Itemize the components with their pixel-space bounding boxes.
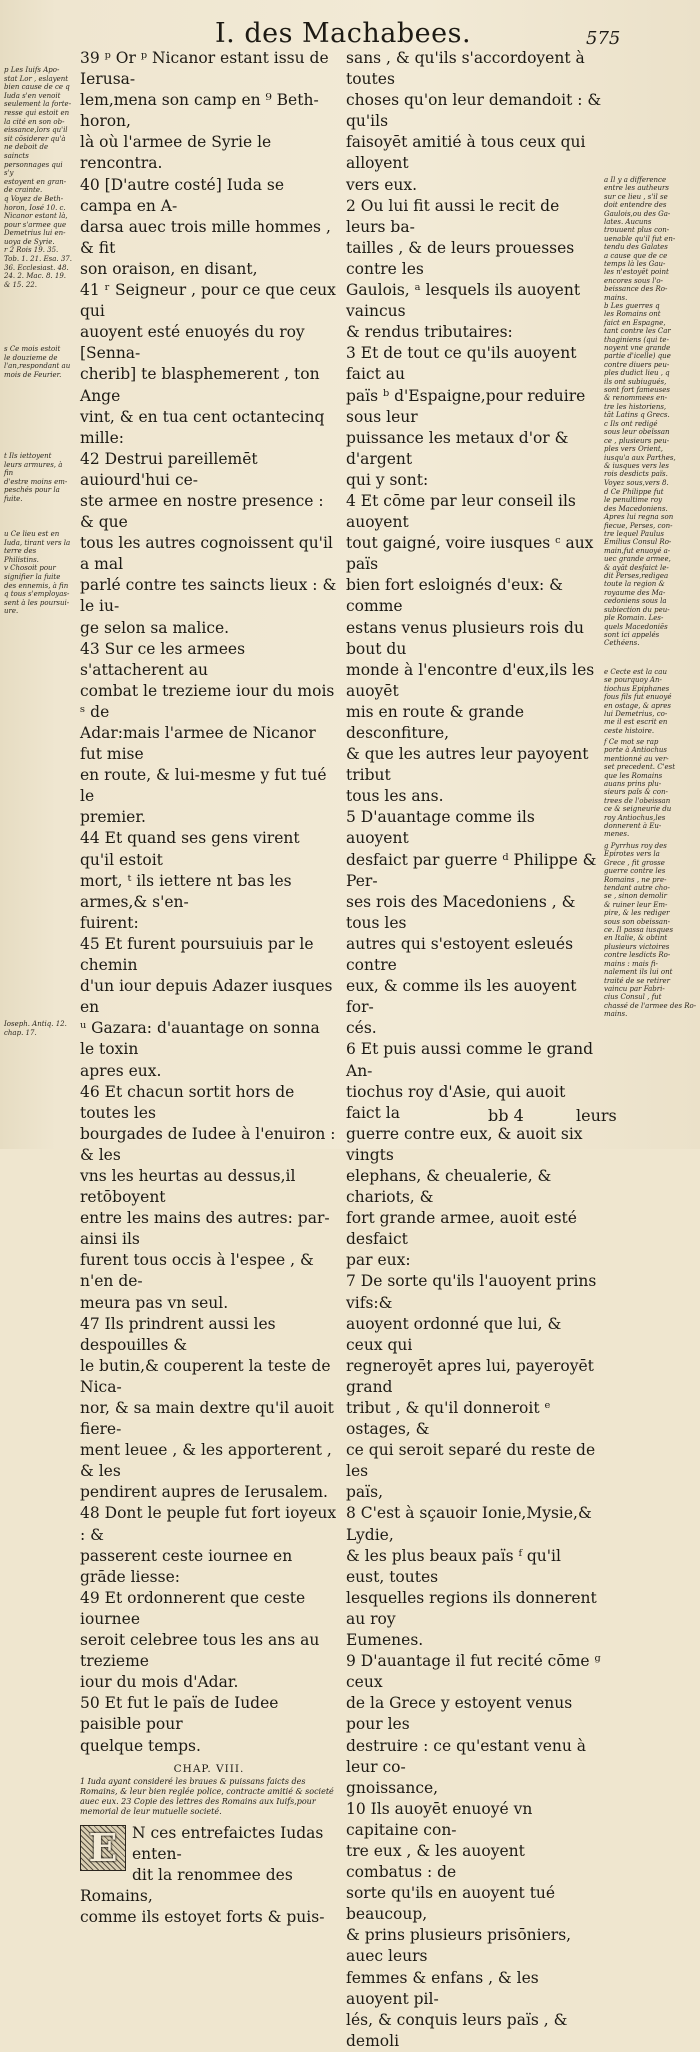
text-line: d'un iour depuis Adazer iusques en	[80, 977, 333, 1017]
text-line: ment leuee , & les apporterent , & les	[80, 1441, 332, 1481]
text-line: comme ils estoyet forts & puis-	[80, 1907, 325, 1926]
text-line: pendirent aupres de Ierusalem.	[80, 1483, 328, 1502]
margin-note-left: p Les Iuifs Apo- stat Lor , eslayent bien cause de ce q Iuda s'en venoit seulement la forte- resse qui estoit en la cité en son ob- eissance,lors qu'il sit cōsiderer qu'à ne deboit de saincts personnages qui s'y estoyent en gran- de crainte. q Voyez de Beth- horon, Iosé 10. c. Nicanor estant là, pour s'armee que Demetrius lui en- uoya de Syrie. r 2 Rois 19. 35. Tob. 1. 21. Esa. 37. 36. Ecclesiast. 48. 24. 2. Mac. 8. 19. & 15. 22.	[4, 66, 72, 289]
text-line: vers eux.	[346, 175, 418, 194]
text-line: & les plus beaux païs ᶠ qu'il eust, toutes	[346, 1546, 561, 1586]
text-line: lem,mena son camp en ⁹ Beth-horon,	[80, 91, 319, 131]
text-line: tous les ans.	[346, 787, 444, 806]
text-line: nor, & sa main dextre qu'il auoit fiere-	[80, 1399, 334, 1439]
text-line: lesquelles regions ils donnerent au roy	[346, 1588, 597, 1628]
text-column-left	[80, 48, 338, 1928]
text-line: tribut , & qu'il donneroit ᵉ ostages, &	[346, 1399, 551, 1439]
margin-note-right: e Cecte est la cau se pourquoy An- tiochus Epiphanes fous fils fut enuoyé en ostage, & apres lui Demetrius, co- me il est escrit en ceste histoire.	[604, 668, 672, 735]
text-line: 10 Ils auoyēt enuoyé vn capitaine con-	[346, 1799, 533, 1839]
text-line: 41 ʳ Seigneur , pour ce que ceux qui	[80, 281, 336, 321]
text-line: fuirent:	[80, 913, 139, 932]
text-line: passerent ceste iournee en grāde liesse:	[80, 1546, 293, 1586]
text-line: 46 Et chacun sortit hors de toutes les	[80, 1082, 295, 1122]
text-line: 9 D'auantage il fut recité cōme ᵍ ceux	[346, 1652, 601, 1692]
text-line: & rendus tributaires:	[346, 323, 513, 342]
text-line: guerre contre eux, & auoit six vingts	[346, 1124, 583, 1164]
text-line: 45 Et furent poursuiuis par le chemin	[80, 934, 314, 975]
text-line: 40 [D'autre costé] Iuda se campa en A-	[80, 175, 285, 215]
text-line: 39 ᵖ Or ᵖ Nicanor estant issu de Ierusa-	[80, 49, 329, 89]
text-line: autres qui s'estoyent esleués contre	[346, 934, 574, 975]
text-line: Gaulois, ᵃ lesquels ils auoyent vaincus	[346, 281, 581, 321]
text-line: combat le trezieme iour du mois ˢ de	[80, 681, 335, 721]
text-line: 50 Et fut le païs de Iudee paisible pour	[80, 1694, 279, 1734]
running-head: I. des Machabees.	[215, 18, 472, 49]
text-line: auoyent esté enuoyés du roy [Senna-	[80, 323, 305, 363]
text-line: meura pas vn seul.	[80, 1293, 229, 1312]
signature-mark: bb 4	[488, 1106, 524, 1125]
text-line: tous les autres cognoissent qu'il a mal	[80, 534, 333, 574]
margin-note-right: c Ils ont redigé sous leur obeïssan ce , plusieurs peu- ples vers Orient, iusqu'a aux Parthes, & iusques vers les rois desdicts païs. Voyez sous,vers 8.	[604, 420, 676, 487]
chapter-heading: CHAP. VIII.	[173, 1762, 245, 1775]
text-line: païs ᵇ d'Espaigne,pour reduire sous leur	[346, 386, 586, 426]
text-line: 3 Et de tout ce qu'ils auoyent faict au	[346, 344, 577, 384]
chapter-summary: 1 Iuda ayant consideré les braues & puissans faicts des Romains, & leur bien reglée police, contracte amitié & societé auec eux. 23 Copie des lettres des Romains aux Iuifs,pour memorial de leur mutuelle societé.	[80, 1776, 334, 1816]
text-line: tiochus roy d'Asie, qui auoit faict la	[346, 1082, 566, 1122]
catchword: leurs	[576, 1106, 617, 1125]
text-line: 7 De sorte qu'ils l'auoyent prins vifs:&	[346, 1272, 597, 1312]
text-line: 42 Destrui pareillemēt auiourd'hui ce-	[80, 449, 258, 489]
text-line: Adar:mais l'armee de Nicanor fut mise	[80, 724, 316, 764]
text-line: fort grande armee, auoit esté desfaict	[346, 1209, 577, 1249]
text-line: lés, & conquis leurs païs , & demoli	[346, 2010, 568, 2050]
text-line: là où l'armee de Syrie le rencontra.	[80, 133, 272, 173]
text-line: & prins plusieurs prisōniers, auec leurs	[346, 1926, 572, 1966]
text-line: Eumenes.	[346, 1631, 424, 1650]
text-line: furent tous occis à l'espee , & n'en de-	[80, 1251, 314, 1291]
margin-note-right: d Ce Philippe fut le penultime roy des Macedoniens. Apres lui regna son fiecue, Perses, con- tre lequel Paulus Emilius Consul Ro- main,fut enuoyé a- uec grande armee, & ayāt desfaict le- dit Perses,redigea toute la region & royaume des Ma- cedoniens sous la subiection du peu- ple Romain. Les- quels Macedoniēs sont ici appelés Cethéens.	[604, 488, 674, 648]
text-line: 44 Et quand ses gens virent qu'il estoit	[80, 829, 300, 869]
text-line: 2 Ou lui fit aussi le recit de leurs ba-	[346, 196, 560, 236]
text-line: gnoissance,	[346, 1778, 439, 1797]
text-line: parlé contre tes saincts lieux : & le iu-	[80, 576, 337, 616]
text-line: 47 Ils prindrent aussi les despouilles &	[80, 1314, 276, 1354]
text-line: mort, ᵗ ils iettere nt bas les armes,& s'en-	[80, 871, 292, 911]
text-line: monde à l'encontre d'eux,ils les auoyēt	[346, 660, 595, 700]
text-line: ge selon sa malice.	[80, 618, 230, 637]
text-line: cherib] te blasphemerent , ton Ange	[80, 365, 320, 405]
text-line: auoyent ordonné que lui, & ceux qui	[346, 1314, 562, 1354]
text-line: entre les mains des autres: par-ainsi ils	[80, 1209, 330, 1249]
text-line: bourgades de Iudee à l'enuiron : & les	[80, 1124, 336, 1164]
text-line: 49 Et ordonnerent que ceste iournee	[80, 1588, 306, 1628]
text-line: tout gaigné, voire iusques ᶜ aux païs	[346, 534, 594, 574]
text-line: vns les heurtas au dessus,il retōboyent	[80, 1166, 296, 1207]
text-line: & que les autres leur payoyent tribut	[346, 745, 589, 785]
text-line: quelque temps.	[80, 1736, 201, 1755]
text-column-right	[346, 48, 602, 2052]
text-line: tailles , & de leurs prouesses contre les	[346, 238, 575, 278]
text-line: dit la renommee des Romains,	[80, 1865, 293, 1905]
text-line: de la Grece y estoyent venus pour les	[346, 1694, 573, 1734]
text-line: 6 Et puis aussi comme le grand An-	[346, 1040, 594, 1080]
text-line: païs,	[346, 1483, 384, 1502]
margin-note-right: f Ce mot se rap porte à Antiochus mentionné au ver- set precedent. C'est que les Romains auans prins plu- sieurs païs & con- trees de l'obeissan ce & seigneurie du roy Antiochus,les donnerent à Eu- menes.	[604, 738, 676, 839]
text-line: le butin,& couperent la teste de Nica-	[80, 1356, 331, 1396]
drop-cap: E	[80, 1825, 126, 1871]
text-line: seroit celebree tous les ans au trezieme	[80, 1631, 320, 1671]
text-line: iour du mois d'Adar.	[80, 1673, 239, 1692]
text-line: femmes & enfans , & les auoyent pil-	[346, 1968, 539, 2008]
text-line: 8 C'est à sçauoir Ionie,Mysie,& Lydie,	[346, 1504, 592, 1544]
text-line: faisoyēt amitié à tous ceux qui alloyent	[346, 133, 586, 173]
text-line: eux, & comme ils les auoyent for-	[346, 977, 577, 1017]
page-number: 575	[586, 28, 621, 49]
margin-note-left: Ioseph. Antiq. 12. chap. 17.	[4, 1020, 67, 1037]
text-line: ce qui seroit separé du reste de les	[346, 1441, 596, 1481]
text-line: par eux:	[346, 1251, 411, 1270]
text-line: N ces entrefaictes Iudas enten-	[132, 1823, 324, 1863]
text-line: sans , & qu'ils s'accordoyent à toutes	[346, 49, 585, 89]
text-line: bien fort esloignés d'eux: & comme	[346, 576, 563, 616]
text-line: 48 Dont le peuple fut fort ioyeux : &	[80, 1504, 337, 1544]
text-line: 43 Sur ce les armees s'attacherent au	[80, 639, 246, 679]
text-line: desfaict par guerre ᵈ Philippe & Per-	[346, 850, 597, 890]
text-line: son oraison, en disant,	[80, 259, 258, 278]
text-line: puissance les metaux d'or & d'argent	[346, 428, 569, 468]
text-line: elephans, & cheualerie, & chariots, &	[346, 1166, 552, 1207]
text-line: choses qu'on leur demandoit : & qu'ils	[346, 91, 602, 131]
text-line: destruire : ce qu'estant venu à leur co-	[346, 1736, 587, 1776]
text-line: mis en route & grande desconfiture,	[346, 702, 525, 742]
text-line: premier.	[80, 808, 146, 827]
text-line: estans venus plusieurs rois du bout du	[346, 618, 584, 658]
margin-note-left: u Ce lieu est en Iuda, tirant vers la terre des Philistins. v Chosoit pour signifier la fuite des ennemis, à fin q tous s'employas- sent à les poursui- ure.	[4, 530, 71, 616]
text-line: ste armee en nostre presence : & que	[80, 491, 324, 532]
text-line: darsa auec trois mille hommes , & fit	[80, 217, 331, 257]
margin-note-right: a Il y a difference entre les autheurs sur ce lieu , s'il se doit entendre des Gaulois,ou des Ga- lates. Aucuns trouuent plus con- uenable qu'il fut en- tendu des Galates a cause que de ce temps là les Gau- les n'estoyēt point encores sous l'o- beissance des Ro- mains.	[604, 176, 676, 302]
text-line: regneroyēt apres lui, payeroyēt grand	[346, 1356, 594, 1396]
text-line: tre eux , & les auoyent combatus : de	[346, 1841, 525, 1882]
text-line: cés.	[346, 1019, 377, 1038]
margin-note-left: s Ce mois estoit le douzieme de l'an,respondant au mois de Feurier.	[4, 345, 71, 379]
text-line: ses rois des Macedoniens , & tous les	[346, 892, 576, 932]
text-line: vint, & en tua cent octantecinq mille:	[80, 407, 325, 447]
text-line: en route, & lui-mesme y fut tué le	[80, 766, 327, 806]
text-line: apres eux.	[80, 1061, 162, 1080]
margin-note-left: t Ils iettoyent leurs armures, à fin d'estre moins em- peschés pour la fuite.	[4, 452, 68, 503]
text-line: ᵘ Gazara: d'auantage on sonna le toxin	[80, 1019, 320, 1059]
margin-note-right: b Les guerres q les Romains ont faict en Espagne, tant contre les Car thaginiens (qui te- noyent vne grande partie d'icelle) que contre diuers peu- ples dudict lieu , q ils ont subiugués, sont fort fameuses & renommees en- tre les historiens, tāt Latins q Grecs.	[604, 302, 671, 420]
text-line: 4 Et cōme par leur conseil ils auoyent	[346, 491, 576, 532]
text-line: 5 D'auantage comme ils auoyent	[346, 808, 535, 848]
text-line: qui y sont:	[346, 470, 429, 489]
margin-note-right: g Pyrrhus roy des Epirotes vers la Grece , fit grosse guerre contre les Romains , ne pre- tendant autre cho- se , sinon demolir & ruiner leur Em- pire, & les rediger sous son obeissan- ce. Il passa iusques en Italie, & obtint plusieurs victoires contre lesdicts Ro- mains : mais fi- nalement ils lui ont traité de se retirer vaincu par Fabri- cius Consul , fut chassé de l'armee des Ro- mains.	[604, 842, 697, 1019]
text-line: sorte qu'ils en auoyent tué beaucoup,	[346, 1884, 556, 1924]
